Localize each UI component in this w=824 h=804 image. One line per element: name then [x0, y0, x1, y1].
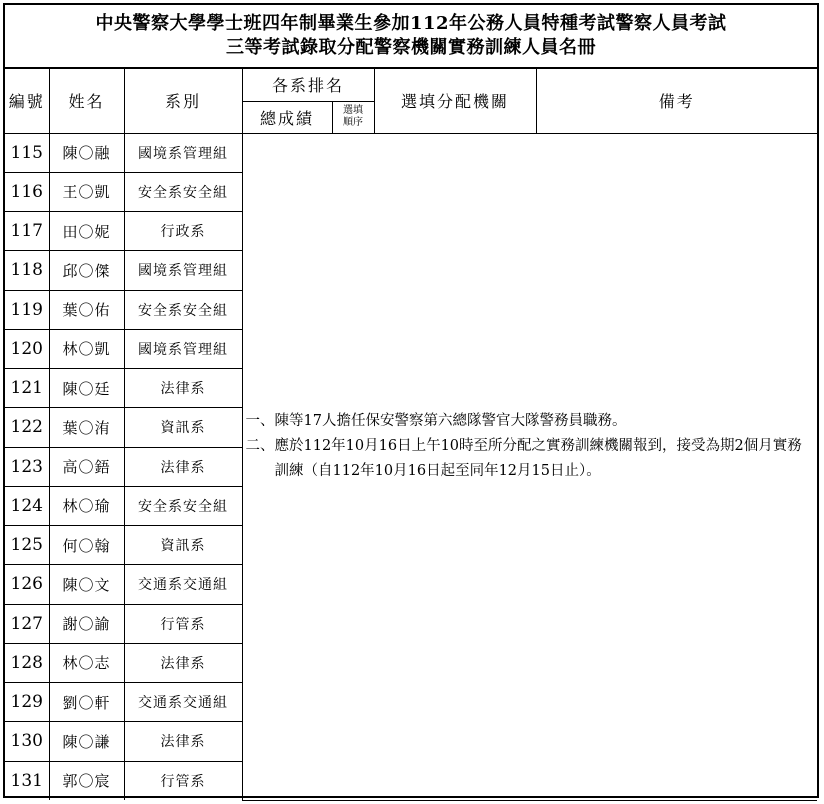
- row-name: 葉〇洧: [49, 408, 124, 447]
- note-item-2-text: 應於112年10月16日上午10時至所分配之實務訓練機關報到，接受為期2個月實務訓練（自112年10月16日起至同年12月15日止）。: [274, 438, 802, 480]
- row-department: 安全系安全組: [124, 486, 242, 525]
- note-item-2: [246, 434, 814, 484]
- row-department: 法律系: [124, 447, 242, 486]
- roster-document: [3, 3, 819, 798]
- row-name: 陳〇文: [49, 565, 124, 604]
- row-number: 126: [5, 565, 49, 604]
- row-department: 行政系: [124, 212, 242, 251]
- row-department: 交通系交通組: [124, 565, 242, 604]
- note-item-1-text: 陳等17人擔任保安警察第六總隊警官大隊警務員職務。: [274, 413, 627, 430]
- row-number: 118: [5, 251, 49, 290]
- row-name: 劉〇軒: [49, 683, 124, 722]
- row-name: 何〇翰: [49, 526, 124, 565]
- row-department: 安全系安全組: [124, 290, 242, 329]
- row-department: 資訊系: [124, 408, 242, 447]
- row-name: 陳〇謙: [49, 722, 124, 761]
- header-name: 姓名: [49, 69, 124, 133]
- row-number: 130: [5, 722, 49, 761]
- header-remarks: 備考: [536, 69, 817, 133]
- row-name: 邱〇傑: [49, 251, 124, 290]
- row-number: 125: [5, 526, 49, 565]
- row-department: 法律系: [124, 369, 242, 408]
- header-choice-order-line-1: 選填: [343, 105, 363, 116]
- row-department: 法律系: [124, 722, 242, 761]
- row-number: 115: [5, 133, 49, 172]
- row-department: 國境系管理組: [124, 251, 242, 290]
- row-number: 131: [5, 761, 49, 800]
- row-number: 119: [5, 290, 49, 329]
- row-number: 120: [5, 329, 49, 368]
- row-number: 121: [5, 369, 49, 408]
- row-number: 124: [5, 486, 49, 525]
- row-name: 陳〇融: [49, 133, 124, 172]
- header-choice-order-line-2: 順序: [343, 117, 363, 128]
- row-department: 安全系安全組: [124, 172, 242, 211]
- row-name: 田〇妮: [49, 212, 124, 251]
- row-department: 國境系管理組: [124, 133, 242, 172]
- header-assigned-agency: 選填分配機關: [374, 69, 536, 133]
- row-name: 林〇凱: [49, 329, 124, 368]
- title-line-1: 中央警察大學學士班四年制畢業生參加112年公務人員特種考試警察人員考試: [95, 13, 727, 34]
- row-number: 129: [5, 683, 49, 722]
- row-department: 行管系: [124, 761, 242, 800]
- document-title: [5, 5, 817, 69]
- header-row-1: [5, 69, 817, 101]
- row-name: 王〇凱: [49, 172, 124, 211]
- row-number: 122: [5, 408, 49, 447]
- title-line-2: 三等考試錄取分配警察機關實務訓練人員名冊: [226, 37, 596, 58]
- row-name: 陳〇廷: [49, 369, 124, 408]
- row-name: 林〇瑜: [49, 486, 124, 525]
- row-name: 謝〇諭: [49, 604, 124, 643]
- remarks-note: [242, 133, 817, 800]
- table-row: [5, 133, 817, 172]
- header-number: 編號: [5, 69, 49, 133]
- row-name: 高〇鋙: [49, 447, 124, 486]
- note-item-2-mark: 二、: [245, 438, 275, 455]
- row-name: 林〇志: [49, 643, 124, 682]
- row-number: 128: [5, 643, 49, 682]
- note-item-1-mark: 一、: [245, 413, 275, 430]
- row-number: 117: [5, 212, 49, 251]
- row-number: 123: [5, 447, 49, 486]
- roster-table: [5, 69, 817, 801]
- row-department: 法律系: [124, 643, 242, 682]
- row-department: 交通系交通組: [124, 683, 242, 722]
- row-name: 葉〇佑: [49, 290, 124, 329]
- row-department: 行管系: [124, 604, 242, 643]
- note-item-1: [246, 409, 814, 434]
- row-number: 127: [5, 604, 49, 643]
- row-department: 國境系管理組: [124, 329, 242, 368]
- header-department: 系別: [124, 69, 242, 133]
- row-name: 郭〇宸: [49, 761, 124, 800]
- row-number: 116: [5, 172, 49, 211]
- header-choice-order: [332, 101, 374, 133]
- header-rank-group: 各系排名: [242, 69, 374, 101]
- row-department: 資訊系: [124, 526, 242, 565]
- header-total-score: 總成績: [242, 101, 332, 133]
